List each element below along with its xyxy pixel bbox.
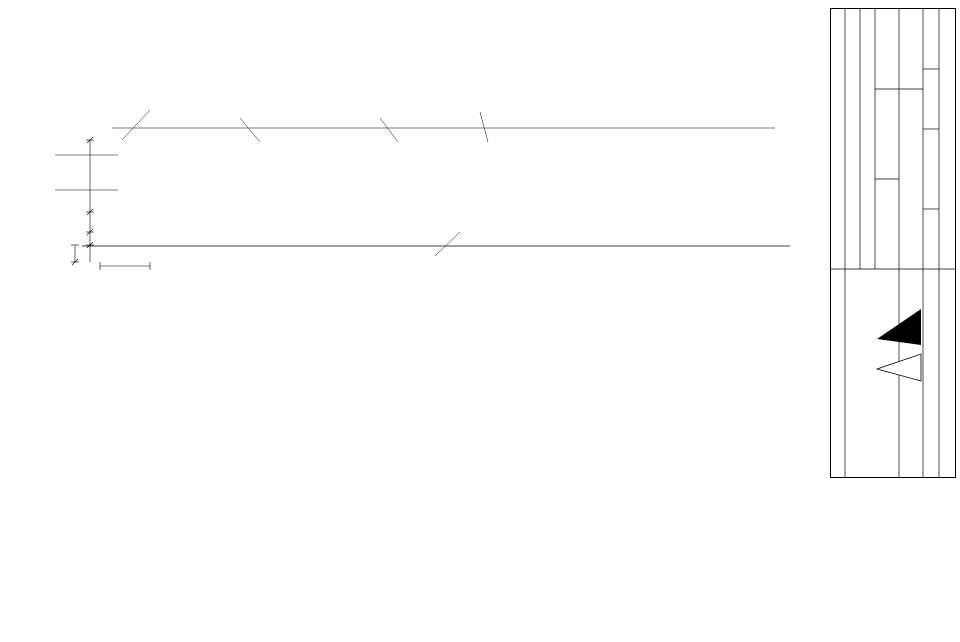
dimension-chain-left	[71, 137, 150, 270]
leader-lines	[55, 110, 488, 256]
title-block	[830, 8, 956, 478]
title-block-grid	[831, 9, 955, 477]
fence-elevation	[0, 0, 800, 290]
